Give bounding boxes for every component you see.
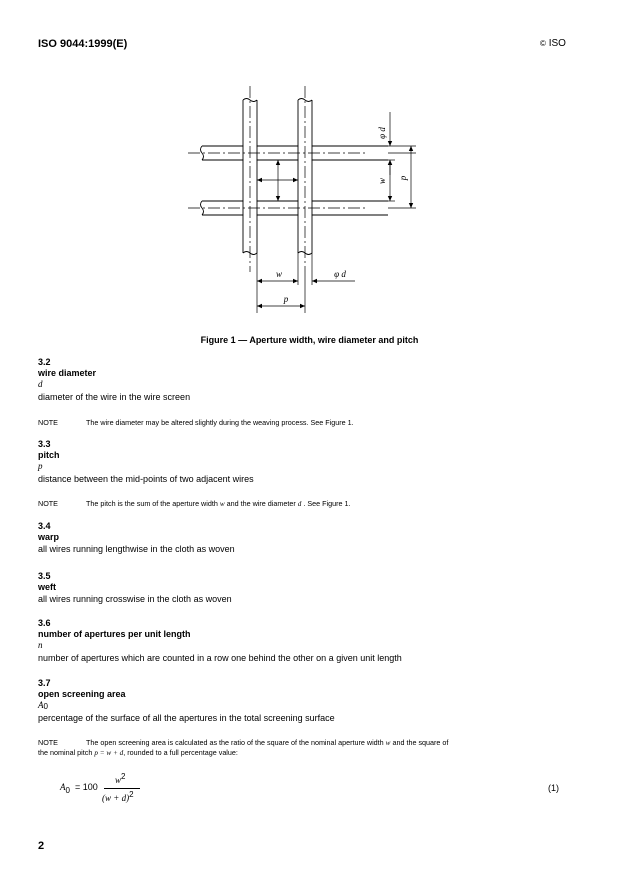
pitch-label-bottom: p (283, 294, 289, 304)
wire-diameter-label-right: φ d (377, 127, 387, 139)
term-definition: all wires running crosswise in the cloth as woven (38, 594, 232, 604)
formula-numerator: $w^2$ (115, 772, 126, 785)
formula-denominator: $(w + d)^2$ (102, 790, 134, 803)
term-name: open screening area (38, 689, 126, 699)
term-definition: all wires running lengthwise in the cloth as woven (38, 544, 235, 554)
term-definition: diameter of the wire in the wire screen (38, 392, 191, 402)
term-3-6 (38, 618, 583, 664)
term-symbol: n (38, 640, 43, 650)
term-symbol: $A_0$ (38, 700, 48, 711)
figure-caption: Figure 1 — Aperture width, wire diameter and pitch (200, 335, 419, 345)
formula-factor: = 100 (75, 782, 98, 792)
copyright-holder: ISO (548, 38, 566, 49)
fraction-bar (104, 788, 140, 789)
term-name: weft (38, 582, 56, 592)
term-number: 3.2 (38, 357, 51, 367)
term-name: wire diameter (38, 368, 97, 378)
term-name: warp (38, 532, 60, 542)
page-number: 2 (38, 840, 45, 852)
aperture-width-label-right: w (377, 177, 387, 185)
term-symbol: d (38, 379, 43, 389)
equation-number: (1) (548, 783, 559, 793)
note-3-3: NOTE The pitch is the sum of the aperture width w and the wire diameter d . See Figure 1. (38, 499, 351, 508)
term-3-3 (38, 439, 583, 485)
term-definition: percentage of the surface of all the apertures in the total screening surface (38, 713, 335, 723)
term-number: 3.3 (38, 439, 51, 449)
note-label: NOTE (38, 499, 58, 508)
formula-lhs: $A_0$ (60, 782, 70, 795)
wire-diameter-label-bottom: φ d (334, 269, 346, 279)
document-id: ISO 9044:1999(E) (38, 38, 128, 50)
term-number: 3.5 (38, 571, 51, 581)
term-number: 3.4 (38, 521, 51, 531)
term-definition: number of apertures which are counted in a row one behind the other on a given unit length (38, 653, 402, 663)
term-name: pitch (38, 450, 60, 460)
term-3-7 (38, 678, 583, 724)
note-label: NOTE (38, 738, 58, 747)
term-number: 3.7 (38, 678, 51, 688)
aperture-width-label-bottom: w (275, 269, 283, 279)
term-definition: distance between the mid-points of two adjacent wires (38, 474, 254, 484)
pitch-label-right: p (398, 175, 408, 181)
term-number: 3.6 (38, 618, 51, 628)
note-3-7: NOTE The open screening area is calculated as the ratio of the square of the nominal aperture width w and the square of the nominal pitch p = w + d, rounded to a full percentage value: (38, 738, 449, 757)
term-symbol: p (38, 461, 43, 471)
wire-mesh-figure (0, 0, 619, 330)
term-3-5 (38, 571, 583, 605)
copyright-symbol: © (540, 39, 546, 48)
open-area-formula (60, 772, 200, 808)
term-name: number of apertures per unit length (38, 629, 191, 639)
term-3-2 (38, 357, 583, 403)
note-text: The wire diameter may be altered slightly during the weaving process. See Figure 1. (86, 418, 354, 427)
note-label: NOTE (38, 418, 58, 427)
term-3-4 (38, 521, 583, 555)
note-3-2 (38, 418, 578, 427)
